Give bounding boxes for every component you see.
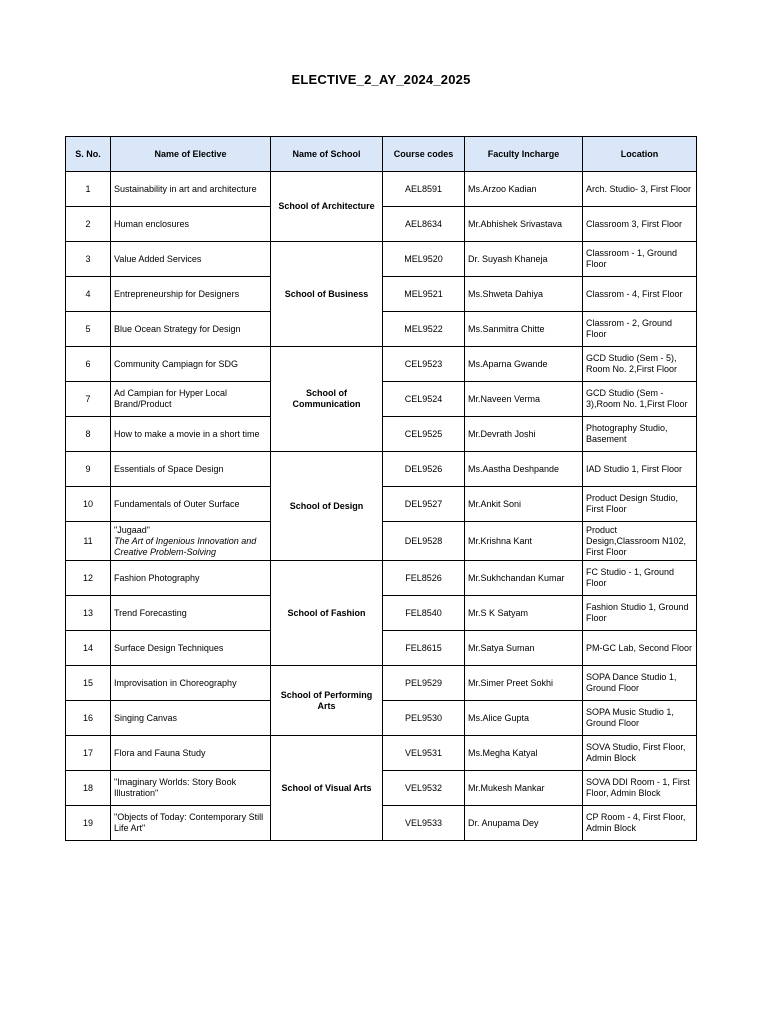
- cell-sno: 16: [66, 701, 111, 736]
- cell-elective: [111, 347, 271, 382]
- cell-location: CP Room - 4, First Floor, Admin Block: [583, 806, 697, 841]
- cell-sno: 2: [66, 207, 111, 242]
- cell-faculty: Mr.Naveen Verma: [465, 382, 583, 417]
- cell-faculty: Ms.Arzoo Kadian: [465, 172, 583, 207]
- cell-location: Classroom - 1, Ground Floor: [583, 242, 697, 277]
- cell-course-code: MEL9521: [383, 277, 465, 312]
- table-header-row: [66, 137, 697, 172]
- cell-elective: [111, 561, 271, 596]
- cell-location: FC Studio - 1, Ground Floor: [583, 561, 697, 596]
- cell-location: SOVA Studio, First Floor, Admin Block: [583, 736, 697, 771]
- cell-location: SOPA Dance Studio 1, Ground Floor: [583, 666, 697, 701]
- elective-subtitle: The Art of Ingenious Innovation and Creative Problem-Solving: [114, 535, 257, 557]
- cell-elective: [111, 452, 271, 487]
- cell-sno: 14: [66, 631, 111, 666]
- header-school: Name of School: [271, 137, 383, 172]
- cell-course-code: CEL9524: [383, 382, 465, 417]
- cell-course-code: VEL9532: [383, 771, 465, 806]
- cell-elective: [111, 417, 271, 452]
- table-row: [66, 347, 697, 382]
- elective-name: Human enclosures: [114, 218, 190, 229]
- table-body: [66, 172, 697, 841]
- cell-course-code: FEL8540: [383, 596, 465, 631]
- header-faculty: Faculty Incharge: [465, 137, 583, 172]
- cell-school: School of Visual Arts: [271, 736, 383, 841]
- cell-location: Photography Studio, Basement: [583, 417, 697, 452]
- cell-course-code: DEL9527: [383, 487, 465, 522]
- cell-sno: 12: [66, 561, 111, 596]
- cell-school: School of Architecture: [271, 172, 383, 242]
- document-title: ELECTIVE_2_AY_2024_2025: [291, 72, 471, 87]
- cell-sno: 7: [66, 382, 111, 417]
- cell-elective: [111, 701, 271, 736]
- elective-name: Fashion Photography: [114, 572, 200, 583]
- cell-faculty: Ms.Megha Katyal: [465, 736, 583, 771]
- elective-name: Value Added Services: [114, 253, 202, 264]
- cell-faculty: Mr.Simer Preet Sokhi: [465, 666, 583, 701]
- cell-course-code: MEL9522: [383, 312, 465, 347]
- cell-faculty: Dr. Suyash Khaneja: [465, 242, 583, 277]
- elective-name: Ad Campian for Hyper Local Brand/Product: [114, 388, 228, 409]
- cell-course-code: PEL9530: [383, 701, 465, 736]
- header-location: Location: [583, 137, 697, 172]
- cell-elective: [111, 172, 271, 207]
- cell-elective: [111, 312, 271, 347]
- table-row: [66, 736, 697, 771]
- elective-name: "Objects of Today: Contemporary Still Life Art": [114, 812, 264, 833]
- cell-location: Product Design Studio, First Floor: [583, 487, 697, 522]
- cell-location: SOVA DDI Room - 1, First Floor, Admin Block: [583, 771, 697, 806]
- header-sno: S. No.: [66, 137, 111, 172]
- elective-name: Improvisation in Choreography: [114, 677, 237, 688]
- cell-sno: 4: [66, 277, 111, 312]
- cell-elective: [111, 382, 271, 417]
- table-row: [66, 242, 697, 277]
- cell-school: School of Business: [271, 242, 383, 347]
- elective-name: Essentials of Space Design: [114, 463, 224, 474]
- cell-faculty: Ms.Aparna Gwande: [465, 347, 583, 382]
- elective-name: Trend Forecasting: [114, 607, 187, 618]
- cell-elective: [111, 242, 271, 277]
- cell-location: Fashion Studio 1, Ground Floor: [583, 596, 697, 631]
- electives-table: [65, 136, 697, 841]
- cell-faculty: Dr. Anupama Dey: [465, 806, 583, 841]
- cell-location: SOPA Music Studio 1, Ground Floor: [583, 701, 697, 736]
- cell-faculty: Mr.Satya Suman: [465, 631, 583, 666]
- cell-course-code: FEL8615: [383, 631, 465, 666]
- cell-location: IAD Studio 1, First Floor: [583, 452, 697, 487]
- cell-faculty: Mr.S K Satyam: [465, 596, 583, 631]
- elective-name: Singing Canvas: [114, 712, 178, 723]
- elective-name: Surface Design Techniques: [114, 642, 224, 653]
- cell-elective: [111, 806, 271, 841]
- cell-sno: 9: [66, 452, 111, 487]
- elective-name: Blue Ocean Strategy for Design: [114, 323, 241, 334]
- cell-faculty: Mr.Abhishek Srivastava: [465, 207, 583, 242]
- elective-name: Fundamentals of Outer Surface: [114, 498, 240, 509]
- cell-faculty: Mr.Ankit Soni: [465, 487, 583, 522]
- cell-faculty: Mr.Krishna Kant: [465, 522, 583, 561]
- cell-sno: 1: [66, 172, 111, 207]
- cell-sno: 15: [66, 666, 111, 701]
- cell-elective: [111, 522, 271, 561]
- cell-sno: 18: [66, 771, 111, 806]
- cell-school: School of Communication: [271, 347, 383, 452]
- cell-course-code: VEL9533: [383, 806, 465, 841]
- cell-elective: [111, 596, 271, 631]
- cell-elective: [111, 207, 271, 242]
- cell-course-code: AEL8634: [383, 207, 465, 242]
- cell-sno: 13: [66, 596, 111, 631]
- cell-sno: 10: [66, 487, 111, 522]
- cell-course-code: DEL9528: [383, 522, 465, 561]
- cell-course-code: CEL9523: [383, 347, 465, 382]
- cell-location: Classrom - 2, Ground Floor: [583, 312, 697, 347]
- cell-faculty: Ms.Alice Gupta: [465, 701, 583, 736]
- cell-location: Product Design,Classroom N102, First Floor: [583, 522, 697, 561]
- cell-course-code: CEL9525: [383, 417, 465, 452]
- elective-name: Community Campiagn for SDG: [114, 358, 239, 369]
- cell-course-code: DEL9526: [383, 452, 465, 487]
- cell-sno: 19: [66, 806, 111, 841]
- cell-faculty: Mr.Mukesh Mankar: [465, 771, 583, 806]
- table-row: [66, 561, 697, 596]
- cell-school: School of Fashion: [271, 561, 383, 666]
- cell-faculty: Ms.Sanmitra Chitte: [465, 312, 583, 347]
- table-row: [66, 452, 697, 487]
- cell-course-code: MEL9520: [383, 242, 465, 277]
- elective-name: "Jugaad": [114, 524, 150, 535]
- cell-sno: 3: [66, 242, 111, 277]
- header-elective: Name of Elective: [111, 137, 271, 172]
- elective-name: Flora and Fauna Study: [114, 747, 206, 758]
- cell-elective: [111, 736, 271, 771]
- cell-sno: 5: [66, 312, 111, 347]
- cell-faculty: Mr.Sukhchandan Kumar: [465, 561, 583, 596]
- cell-school: School of Performing Arts: [271, 666, 383, 736]
- cell-faculty: Ms.Shweta Dahiya: [465, 277, 583, 312]
- cell-sno: 6: [66, 347, 111, 382]
- cell-elective: [111, 631, 271, 666]
- elective-name: "Imaginary Worlds: Story Book Illustration": [114, 777, 237, 798]
- cell-location: GCD Studio (Sem - 3),Room No. 1,First Floor: [583, 382, 697, 417]
- cell-sno: 8: [66, 417, 111, 452]
- elective-name: Sustainability in art and architecture: [114, 183, 257, 194]
- cell-elective: [111, 487, 271, 522]
- cell-location: Classroom 3, First Floor: [583, 207, 697, 242]
- elective-name: How to make a movie in a short time: [114, 428, 260, 439]
- cell-location: GCD Studio (Sem - 5), Room No. 2,First Floor: [583, 347, 697, 382]
- cell-faculty: Ms.Aastha Deshpande: [465, 452, 583, 487]
- cell-location: Arch. Studio- 3, First Floor: [583, 172, 697, 207]
- table-row: [66, 666, 697, 701]
- cell-sno: 11: [66, 522, 111, 561]
- cell-school: School of Design: [271, 452, 383, 561]
- cell-elective: [111, 277, 271, 312]
- header-course-code: Course codes: [383, 137, 465, 172]
- cell-faculty: Mr.Devrath Joshi: [465, 417, 583, 452]
- cell-course-code: VEL9531: [383, 736, 465, 771]
- elective-name: Entrepreneurship for Designers: [114, 288, 240, 299]
- cell-sno: 17: [66, 736, 111, 771]
- cell-location: Classrom - 4, First Floor: [583, 277, 697, 312]
- cell-course-code: PEL9529: [383, 666, 465, 701]
- table-row: [66, 172, 697, 207]
- cell-location: PM-GC Lab, Second Floor: [583, 631, 697, 666]
- cell-elective: [111, 771, 271, 806]
- cell-course-code: AEL8591: [383, 172, 465, 207]
- cell-elective: [111, 666, 271, 701]
- cell-course-code: FEL8526: [383, 561, 465, 596]
